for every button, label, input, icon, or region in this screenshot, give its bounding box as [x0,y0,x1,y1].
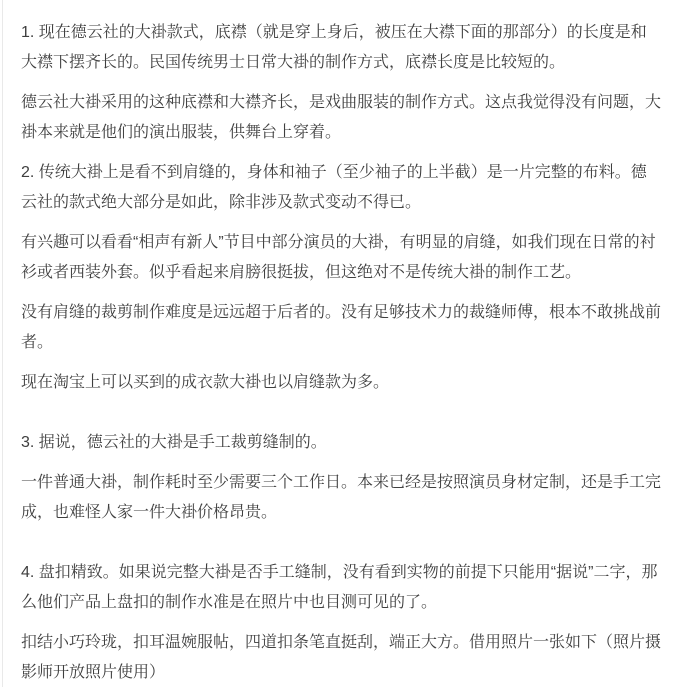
article-paragraph-7: 3. 据说，德云社的大褂是手工裁剪缝制的。 [21,434,327,451]
page-left-edge-line [2,0,3,687]
article-paragraph-1: 1. 现在德云社的大褂款式，底襟（就是穿上身后，被压在大襟下面的那部分）的长度是和大襟下摆齐长的。民国传统男士日常大褂的制作方式，底襟长度是比较短的。 [21,24,647,71]
article-paragraph-4: 有兴趣可以看看“相声有新人”节目中部分演员的大褂，有明显的肩缝，如我们现在日常的衬衫或者西装外套。似乎看起来肩膀很挺拔，但这绝对不是传统大褂的制作工艺。 [21,234,656,281]
article-paragraph-5: 没有肩缝的裁剪制作难度是远远超于后者的。没有足够技术力的裁缝师傅，根本不敢挑战前者。 [21,304,662,351]
article-paragraph-9: 4. 盘扣精致。如果说完整大褂是否手工缝制，没有看到实物的前提下只能用“据说”二字，那么他们产品上盘扣的制作水准是在照片中也目测可见的了。 [21,564,658,611]
article-paragraph-10: 扣结小巧玲珑，扣耳温婉服帖，四道扣条笔直挺刮，端正大方。借用照片一张如下（照片摄影师开放照片使用） [21,634,662,681]
article-paragraph-8: 一件普通大褂，制作耗时至少需要三个工作日。本来已经是按照演员身材定制，还是手工完成，也难怪人家一件大褂价格昂贵。 [21,474,662,521]
article-paragraph-2: 德云社大褂采用的这种底襟和大襟齐长，是戏曲服装的制作方式。这点我觉得没有问题，大褂本来就是他们的演出服装，供舞台上穿着。 [21,94,662,141]
article-paragraph-6: 现在淘宝上可以买到的成衣款大褂也以肩缝款为多。 [21,374,390,391]
article-paragraph-3: 2. 传统大褂上是看不到肩缝的，身体和袖子（至少袖子的上半截）是一片完整的布料。德云社的款式绝大部分是如此，除非涉及款式变动不得已。 [21,164,647,211]
